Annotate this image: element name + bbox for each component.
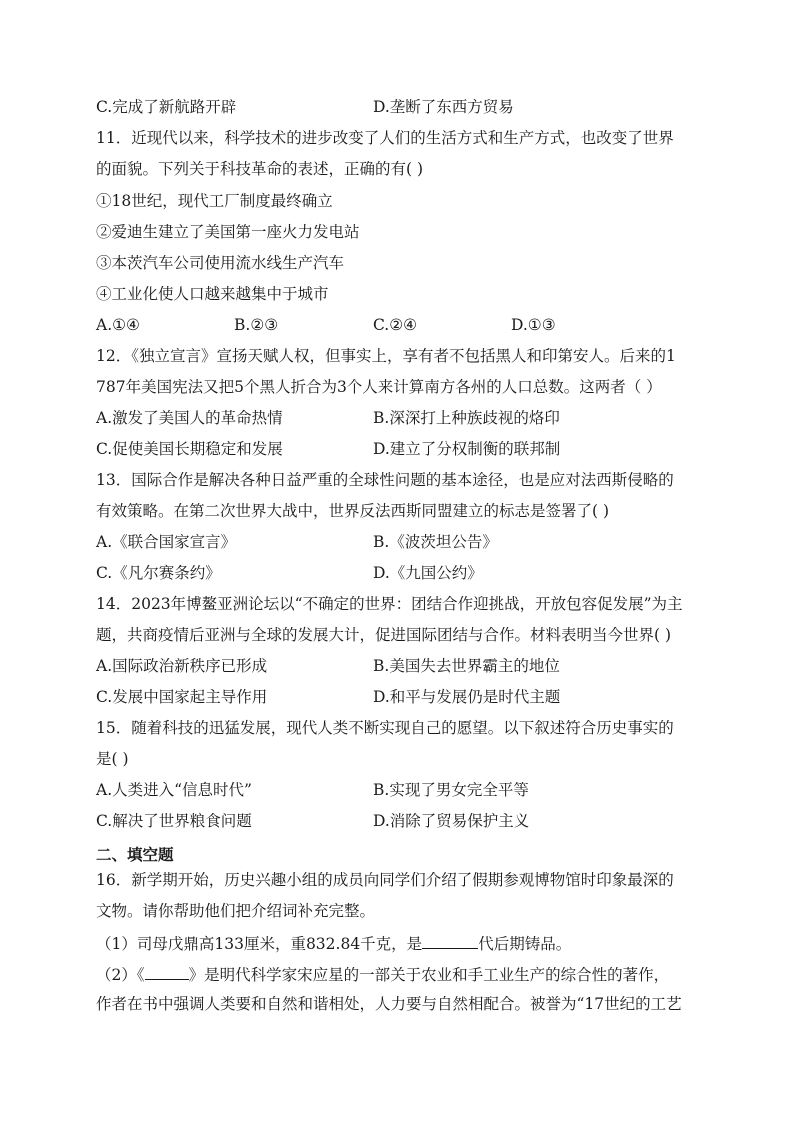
q14-option-d: D.和平与发展仍是时代主题: [373, 688, 561, 706]
q16-sub2-text-after: 》是明代科学家宋应星的一部关于农业和手工业生产的综合性的著作，: [188, 966, 670, 984]
q11-option-c: C.②④: [373, 316, 418, 334]
q11-stem-line1: 11．近现代以来，科学技术的进步改变了人们的生活方式和生产方式，也改变了世界: [96, 129, 674, 147]
q15-option-c: C.解决了世界粮食问题: [96, 812, 252, 830]
q16-sub2-text-before: （2）《: [96, 966, 145, 984]
q13-stem-line1: 13．国际合作是解决各种日益严重的全球性问题的基本途径，也是应对法西斯侵略的: [96, 471, 674, 489]
q16-sub1: [96, 932, 696, 954]
q10-option-c: C.完成了新航路开辟: [96, 98, 237, 116]
q11-item-3: ③本茨汽车公司使用流水线生产汽车: [96, 254, 345, 272]
q11-option-a: A.①④: [96, 316, 140, 334]
q12-stem-line1: 12．《独立宣言》宣扬天赋人权，但事实上，享有者不包括黑人和印第安人。后来的1: [96, 347, 676, 365]
q11-stem-line2: 的面貌。下列关于科技革命的表述，正确的有( ): [96, 160, 424, 178]
q14-option-c: C.发展中国家起主导作用: [96, 688, 268, 706]
q11-option-b: B.②③: [234, 316, 279, 334]
section-heading-fill-in: 二、填空题: [96, 846, 174, 864]
q14-stem-line2: 题，共商疫情后亚洲与全球的发展大计，促进国际团结与合作。材料表明当今世界( ): [96, 626, 672, 644]
q13-option-a: A.《联合国家宣言》: [96, 533, 237, 551]
q12-option-c: C.促使美国长期稳定和发展: [96, 440, 283, 458]
q12-option-a: A.激发了美国人的革命热情: [96, 409, 283, 427]
q11-option-d: D.①③: [511, 316, 556, 334]
q16-sub1-text-before: （1）司母戊鼎高133厘米，重832.84千克，是: [96, 935, 423, 953]
q12-stem-line2: 787年美国宪法又把5个黑人折合为3个人来计算南方各州的人口总数。这两者（ ）: [96, 378, 662, 396]
q16-sub1-blank[interactable]: [422, 932, 478, 949]
q11-item-1: ①18世纪，现代工厂制度最终确立: [96, 192, 333, 210]
q13-option-c: C.《凡尔赛条约》: [96, 564, 221, 582]
q11-item-4: ④工业化使人口越来越集中于城市: [96, 285, 329, 303]
q14-option-a: A.国际政治新秩序已形成: [96, 657, 268, 675]
q16-sub2: [96, 963, 696, 985]
q14-stem-line1: 14．2023年博鳌亚洲论坛以“不确定的世界：团结合作迎挑战，开放包容促发展”为主: [96, 595, 683, 613]
q15-stem-line2: 是( ): [96, 750, 129, 768]
q12-option-b: B.深深打上种族歧视的烙印: [373, 409, 560, 427]
q15-stem-line1: 15．随着科技的迅猛发展，现代人类不断实现自己的愿望。以下叙述符合历史事实的: [96, 719, 674, 737]
q16-stem-line2: 文物。请你帮助他们把介绍词补充完整。: [96, 902, 376, 920]
q15-option-b: B.实现了男女完全平等: [373, 781, 529, 799]
q15-option-d: D.消除了贸易保护主义: [373, 812, 530, 830]
q13-stem-line2: 有效策略。在第二次世界大战中，世界反法西斯同盟建立的标志是签署了( ): [96, 502, 610, 520]
q12-option-d: D.建立了分权制衡的联邦制: [373, 440, 561, 458]
q10-option-d: D.垄断了东西方贸易: [373, 98, 514, 116]
q15-option-a: A.人类进入“信息时代”: [96, 781, 252, 799]
q14-option-b: B.美国失去世界霸主的地位: [373, 657, 560, 675]
q11-item-2: ②爱迪生建立了美国第一座火力发电站: [96, 223, 360, 241]
q13-option-d: D.《九国公约》: [373, 564, 483, 582]
q16-sub2-line2: 作者在书中强调人类要和自然和谐相处，人力要与自然相配合。被誉为“17世纪的工艺: [96, 995, 682, 1013]
q13-option-b: B.《波茨坦公告》: [373, 533, 498, 551]
q16-sub1-text-after: 代后期铸品。: [478, 935, 572, 953]
q16-stem-line1: 16．新学期开始，历史兴趣小组的成员向同学们介绍了假期参观博物馆时印象最深的: [96, 871, 674, 889]
q16-sub2-blank[interactable]: [145, 963, 189, 980]
